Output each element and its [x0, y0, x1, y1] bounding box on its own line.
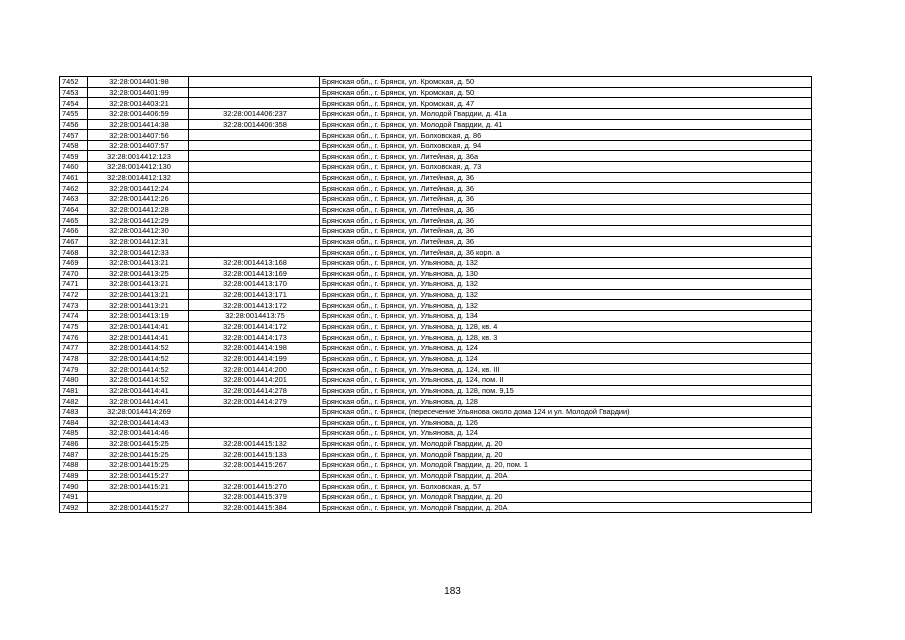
table-row	[60, 289, 812, 300]
table-row	[60, 151, 812, 162]
cadastral-number-cell: 32:28:0014412:132	[88, 172, 189, 183]
sub-object-number-cell	[189, 98, 320, 109]
row-number-cell: 7471	[60, 279, 88, 290]
cadastral-number-cell: 32:28:0014413:25	[88, 268, 189, 279]
row-number-cell: 7483	[60, 406, 88, 417]
table-row	[60, 470, 812, 481]
cadastral-number-cell	[88, 491, 189, 502]
sub-object-number-cell: 32:28:0014415:132	[189, 438, 320, 449]
row-number-cell: 7486	[60, 438, 88, 449]
table-row	[60, 332, 812, 343]
row-number-cell: 7470	[60, 268, 88, 279]
address-cell: Брянская обл., г. Брянск, ул. Ульянова, д. 128, кв. 3	[320, 332, 812, 343]
address-cell: Брянская обл., г. Брянск, ул. Молодой Гвардии, д. 20А	[320, 502, 812, 513]
page-number: 183	[444, 586, 461, 597]
address-cell: Брянская обл., г. Брянск, ул. Молодой Гвардии, д. 20	[320, 491, 812, 502]
table-row	[60, 172, 812, 183]
sub-object-number-cell	[189, 140, 320, 151]
sub-object-number-cell: 32:28:0014413:75	[189, 311, 320, 322]
cadastral-number-cell: 32:28:0014414:52	[88, 353, 189, 364]
sub-object-number-cell	[189, 130, 320, 141]
sub-object-number-cell: 32:28:0014413:171	[189, 289, 320, 300]
cadastral-number-cell: 32:28:0014413:21	[88, 279, 189, 290]
address-cell: Брянская обл., г. Брянск, ул. Молодой Гвардии, д. 41а	[320, 108, 812, 119]
address-cell: Брянская обл., г. Брянск, ул. Ульянова, д. 124, кв. III	[320, 364, 812, 375]
cadastral-number-cell: 32:28:0014412:31	[88, 236, 189, 247]
cadastral-number-cell: 32:28:0014414:41	[88, 332, 189, 343]
address-cell: Брянская обл., г. Брянск, ул. Литейная, д. 36	[320, 183, 812, 194]
sub-object-number-cell: 32:28:0014415:270	[189, 481, 320, 492]
address-cell: Брянская обл., г. Брянск, ул. Литейная, д. 36	[320, 225, 812, 236]
cadastral-number-cell: 32:28:0014401:98	[88, 77, 189, 88]
address-cell: Брянская обл., г. Брянск, ул. Ульянова, д. 132	[320, 279, 812, 290]
sub-object-number-cell	[189, 236, 320, 247]
cadastral-number-cell: 32:28:0014414:52	[88, 343, 189, 354]
row-number-cell: 7474	[60, 311, 88, 322]
sub-object-number-cell: 32:28:0014414:199	[189, 353, 320, 364]
row-number-cell: 7488	[60, 460, 88, 471]
cadastral-number-cell: 32:28:0014413:21	[88, 289, 189, 300]
sub-object-number-cell: 32:28:0014414:173	[189, 332, 320, 343]
cadastral-number-cell: 32:28:0014412:28	[88, 204, 189, 215]
sub-object-number-cell	[189, 77, 320, 88]
address-cell: Брянская обл., г. Брянск, ул. Кромская, д. 50	[320, 77, 812, 88]
row-number-cell: 7452	[60, 77, 88, 88]
table-row	[60, 130, 812, 141]
sub-object-number-cell	[189, 215, 320, 226]
address-cell: Брянская обл., г. Брянск, ул. Ульянова, д. 126	[320, 417, 812, 428]
row-number-cell: 7485	[60, 428, 88, 439]
cadastral-number-cell: 32:28:0014414:41	[88, 321, 189, 332]
cadastral-number-cell: 32:28:0014413:19	[88, 311, 189, 322]
cadastral-number-cell: 32:28:0014414:52	[88, 364, 189, 375]
row-number-cell: 7456	[60, 119, 88, 130]
sub-object-number-cell	[189, 151, 320, 162]
address-cell: Брянская обл., г. Брянск, ул. Литейная, д. 36	[320, 204, 812, 215]
address-cell: Брянская обл., г. Брянск, ул. Ульянова, д. 128, пом. 9,15	[320, 385, 812, 396]
row-number-cell: 7481	[60, 385, 88, 396]
table-row	[60, 374, 812, 385]
table-row	[60, 428, 812, 439]
sub-object-number-cell	[189, 183, 320, 194]
row-number-cell: 7491	[60, 491, 88, 502]
table-row	[60, 321, 812, 332]
table-row	[60, 225, 812, 236]
table-row	[60, 247, 812, 258]
address-cell: Брянская обл., г. Брянск, ул. Ульянова, д. 124	[320, 353, 812, 364]
cadastral-number-cell: 32:28:0014414:41	[88, 385, 189, 396]
cadastral-number-cell: 32:28:0014412:29	[88, 215, 189, 226]
row-number-cell: 7467	[60, 236, 88, 247]
table-row	[60, 215, 812, 226]
table-row	[60, 364, 812, 375]
row-number-cell: 7462	[60, 183, 88, 194]
table-row	[60, 162, 812, 173]
sub-object-number-cell: 32:28:0014413:172	[189, 300, 320, 311]
table-row	[60, 502, 812, 513]
address-cell: Брянская обл., г. Брянск, ул. Молодой Гвардии, д. 41	[320, 119, 812, 130]
cadastral-number-cell: 32:28:0014414:52	[88, 374, 189, 385]
table-row	[60, 77, 812, 88]
address-cell: Брянская обл., г. Брянск, ул. Ульянова, д. 124	[320, 428, 812, 439]
row-number-cell: 7460	[60, 162, 88, 173]
row-number-cell: 7468	[60, 247, 88, 258]
table-row	[60, 481, 812, 492]
sub-object-number-cell: 32:28:0014413:169	[189, 268, 320, 279]
sub-object-number-cell: 32:28:0014414:172	[189, 321, 320, 332]
cadastral-number-cell: 32:28:0014412:26	[88, 194, 189, 205]
row-number-cell: 7469	[60, 257, 88, 268]
address-cell: Брянская обл., г. Брянск, ул. Ульянова, д. 128	[320, 396, 812, 407]
address-cell: Брянская обл., г. Брянск, ул. Литейная, д. 36а	[320, 151, 812, 162]
address-cell: Брянская обл., г. Брянск, ул. Ульянова, д. 132	[320, 300, 812, 311]
address-cell: Брянская обл., г. Брянск, ул. Литейная, д. 36	[320, 172, 812, 183]
registry-table	[59, 76, 812, 513]
cadastral-number-cell: 32:28:0014415:25	[88, 438, 189, 449]
row-number-cell: 7478	[60, 353, 88, 364]
cadastral-number-cell: 32:28:0014412:33	[88, 247, 189, 258]
sub-object-number-cell: 32:28:0014415:379	[189, 491, 320, 502]
table-row	[60, 108, 812, 119]
cadastral-number-cell: 32:28:0014412:123	[88, 151, 189, 162]
sub-object-number-cell	[189, 247, 320, 258]
table-row	[60, 257, 812, 268]
sub-object-number-cell: 32:28:0014415:267	[189, 460, 320, 471]
table-row	[60, 98, 812, 109]
row-number-cell: 7463	[60, 194, 88, 205]
row-number-cell: 7492	[60, 502, 88, 513]
table-row	[60, 396, 812, 407]
address-cell: Брянская обл., г. Брянск, ул. Ульянова, д. 132	[320, 289, 812, 300]
address-cell: Брянская обл., г. Брянск, ул. Ульянова, д. 124	[320, 343, 812, 354]
row-number-cell: 7457	[60, 130, 88, 141]
table-row	[60, 119, 812, 130]
address-cell: Брянская обл., г. Брянск, ул. Литейная, д. 36 корп. а	[320, 247, 812, 258]
sub-object-number-cell	[189, 194, 320, 205]
sub-object-number-cell: 32:28:0014415:133	[189, 449, 320, 460]
address-cell: Брянская обл., г. Брянск, ул. Литейная, д. 36	[320, 194, 812, 205]
table-row	[60, 460, 812, 471]
address-cell: Брянская обл., г. Брянск, ул. Болховская, д. 86	[320, 130, 812, 141]
row-number-cell: 7490	[60, 481, 88, 492]
cadastral-number-cell: 32:28:0014407:56	[88, 130, 189, 141]
cadastral-number-cell: 32:28:0014401:99	[88, 87, 189, 98]
table-row	[60, 300, 812, 311]
address-cell: Брянская обл., г. Брянск, ул. Молодой Гвардии, д. 20	[320, 449, 812, 460]
sub-object-number-cell: 32:28:0014414:279	[189, 396, 320, 407]
row-number-cell: 7489	[60, 470, 88, 481]
row-number-cell: 7459	[60, 151, 88, 162]
row-number-cell: 7487	[60, 449, 88, 460]
row-number-cell: 7464	[60, 204, 88, 215]
address-cell: Брянская обл., г. Брянск, (пересечение Ульянова около дома 124 и ул. Молодой Гвардии)	[320, 406, 812, 417]
table-row	[60, 449, 812, 460]
row-number-cell: 7475	[60, 321, 88, 332]
address-cell: Брянская обл., г. Брянск, ул. Ульянова, д. 132	[320, 257, 812, 268]
table-row	[60, 140, 812, 151]
cadastral-number-cell: 32:28:0014414:41	[88, 396, 189, 407]
address-cell: Брянская обл., г. Брянск, ул. Ульянова, д. 130	[320, 268, 812, 279]
address-cell: Брянская обл., г. Брянск, ул. Кромская, д. 50	[320, 87, 812, 98]
cadastral-number-cell: 32:28:0014412:24	[88, 183, 189, 194]
table-row	[60, 385, 812, 396]
sub-object-number-cell	[189, 225, 320, 236]
sub-object-number-cell	[189, 406, 320, 417]
cadastral-number-cell: 32:28:0014412:130	[88, 162, 189, 173]
cadastral-number-cell: 32:28:0014415:27	[88, 470, 189, 481]
cadastral-number-cell: 32:28:0014413:21	[88, 300, 189, 311]
address-cell: Брянская обл., г. Брянск, ул. Ульянова, д. 124, пом. II	[320, 374, 812, 385]
row-number-cell: 7476	[60, 332, 88, 343]
table-row	[60, 279, 812, 290]
row-number-cell: 7482	[60, 396, 88, 407]
sub-object-number-cell: 32:28:0014414:200	[189, 364, 320, 375]
address-cell: Брянская обл., г. Брянск, ул. Болховская, д. 57	[320, 481, 812, 492]
table-row	[60, 406, 812, 417]
address-cell: Брянская обл., г. Брянск, ул. Болховская, д. 94	[320, 140, 812, 151]
cadastral-number-cell: 32:28:0014412:30	[88, 225, 189, 236]
sub-object-number-cell: 32:28:0014413:168	[189, 257, 320, 268]
row-number-cell: 7466	[60, 225, 88, 236]
row-number-cell: 7465	[60, 215, 88, 226]
table-row	[60, 311, 812, 322]
table-row	[60, 438, 812, 449]
cadastral-number-cell: 32:28:0014406:59	[88, 108, 189, 119]
cadastral-number-cell: 32:28:0014415:25	[88, 460, 189, 471]
table-row	[60, 194, 812, 205]
sub-object-number-cell: 32:28:0014413:170	[189, 279, 320, 290]
sub-object-number-cell	[189, 87, 320, 98]
row-number-cell: 7453	[60, 87, 88, 98]
table-row	[60, 353, 812, 364]
table-row	[60, 268, 812, 279]
sub-object-number-cell	[189, 204, 320, 215]
address-cell: Брянская обл., г. Брянск, ул. Литейная, д. 36	[320, 215, 812, 226]
cadastral-number-cell: 32:28:0014414:269	[88, 406, 189, 417]
address-cell: Брянская обл., г. Брянск, ул. Ульянова, д. 128, кв. 4	[320, 321, 812, 332]
address-cell: Брянская обл., г. Брянск, ул. Литейная, д. 36	[320, 236, 812, 247]
row-number-cell: 7479	[60, 364, 88, 375]
row-number-cell: 7472	[60, 289, 88, 300]
sub-object-number-cell: 32:28:0014406:358	[189, 119, 320, 130]
row-number-cell: 7473	[60, 300, 88, 311]
row-number-cell: 7477	[60, 343, 88, 354]
row-number-cell: 7461	[60, 172, 88, 183]
sub-object-number-cell: 32:28:0014415:384	[189, 502, 320, 513]
cadastral-number-cell: 32:28:0014415:27	[88, 502, 189, 513]
table-row	[60, 236, 812, 247]
sub-object-number-cell: 32:28:0014414:278	[189, 385, 320, 396]
sub-object-number-cell: 32:28:0014406:237	[189, 108, 320, 119]
address-cell: Брянская обл., г. Брянск, ул. Молодой Гвардии, д. 20А	[320, 470, 812, 481]
row-number-cell: 7454	[60, 98, 88, 109]
table-row	[60, 204, 812, 215]
table-row	[60, 183, 812, 194]
sub-object-number-cell	[189, 417, 320, 428]
cadastral-number-cell: 32:28:0014414:43	[88, 417, 189, 428]
sub-object-number-cell	[189, 162, 320, 173]
address-cell: Брянская обл., г. Брянск, ул. Болховская, д. 73	[320, 162, 812, 173]
sub-object-number-cell: 32:28:0014414:201	[189, 374, 320, 385]
sub-object-number-cell	[189, 428, 320, 439]
table-row	[60, 87, 812, 98]
cadastral-number-cell: 32:28:0014414:38	[88, 119, 189, 130]
sub-object-number-cell	[189, 470, 320, 481]
address-cell: Брянская обл., г. Брянск, ул. Ульянова, д. 134	[320, 311, 812, 322]
row-number-cell: 7458	[60, 140, 88, 151]
address-cell: Брянская обл., г. Брянск, ул. Кромская, д. 47	[320, 98, 812, 109]
row-number-cell: 7455	[60, 108, 88, 119]
registry-table-body	[60, 77, 812, 513]
address-cell: Брянская обл., г. Брянск, ул. Молодой Гвардии, д. 20	[320, 438, 812, 449]
cadastral-number-cell: 32:28:0014414:46	[88, 428, 189, 439]
cadastral-number-cell: 32:28:0014403:21	[88, 98, 189, 109]
table-row	[60, 491, 812, 502]
sub-object-number-cell	[189, 172, 320, 183]
cadastral-number-cell: 32:28:0014413:21	[88, 257, 189, 268]
cadastral-number-cell: 32:28:0014415:25	[88, 449, 189, 460]
cadastral-number-cell: 32:28:0014415:21	[88, 481, 189, 492]
row-number-cell: 7480	[60, 374, 88, 385]
address-cell: Брянская обл., г. Брянск, ул. Молодой Гвардии, д. 20, пом. 1	[320, 460, 812, 471]
table-row	[60, 417, 812, 428]
row-number-cell: 7484	[60, 417, 88, 428]
sub-object-number-cell: 32:28:0014414:198	[189, 343, 320, 354]
cadastral-number-cell: 32:28:0014407:57	[88, 140, 189, 151]
table-row	[60, 343, 812, 354]
